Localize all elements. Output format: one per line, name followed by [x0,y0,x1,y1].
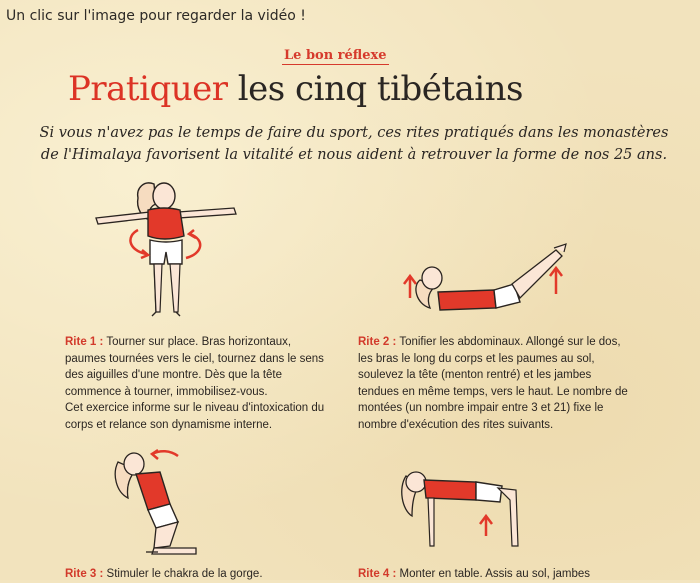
rite-4-text [358,566,628,583]
rite4-illustration [398,466,538,556]
page-title [68,68,668,110]
video-caption[interactable]: Un clic sur l'image pour regarder la vidéo ! [6,8,306,24]
rite-2-text [358,334,628,433]
rite-3-label: Rite 3 : [65,568,104,580]
rite1-illustration [92,178,242,326]
rite-1-label: Rite 1 : [65,336,104,348]
page-subtitle [14,122,694,166]
rite-3-description: Stimuler le chakra de la gorge. [103,568,263,580]
rite-1-description: Tourner sur place. Bras horizontaux, paumes tournées vers le ciel, tournez dans le sens des aiguilles d'une montre. Dès que la tête commence à tourner, immobilisez-vous. [65,336,324,398]
rite-3-text [65,566,325,583]
title-rest: les cinq tibétains [227,69,524,109]
rite-1-extra: Cet exercice informe sur le niveau d'intoxication du corps et relance son dynamisme interne. [65,402,325,431]
title-highlight: Pratiquer [68,69,228,109]
rite-4-description: Monter en table. Assis au sol, jambes [396,568,591,580]
section-kicker: Le bon réflexe [284,48,387,63]
subtitle-line-2: de l'Himalaya favorisent la vitalité et nous aident à retrouver la forme de nos 25 ans. [40,147,668,163]
rite-2-description: Tonifier les abdominaux. Allongé sur le dos, les bras le long du corps et les paumes au sol, soulevez la tête (menton rentré) et les jambes tendues en même temps, vers le haut. Le nombre de montées (un nombre impair entre 3 et 21) fixe le nombre d'exécution des rites suivants. [358,336,628,431]
rite3-illustration [108,440,218,560]
subtitle-line-1: Si vous n'avez pas le temps de faire du sport, ces rites pratiqués dans les monastères [39,125,669,141]
rite2-illustration [398,240,588,320]
rite-4-label: Rite 4 : [358,568,397,580]
rite-2-label: Rite 2 : [358,336,397,348]
rite-1-text [65,334,325,433]
